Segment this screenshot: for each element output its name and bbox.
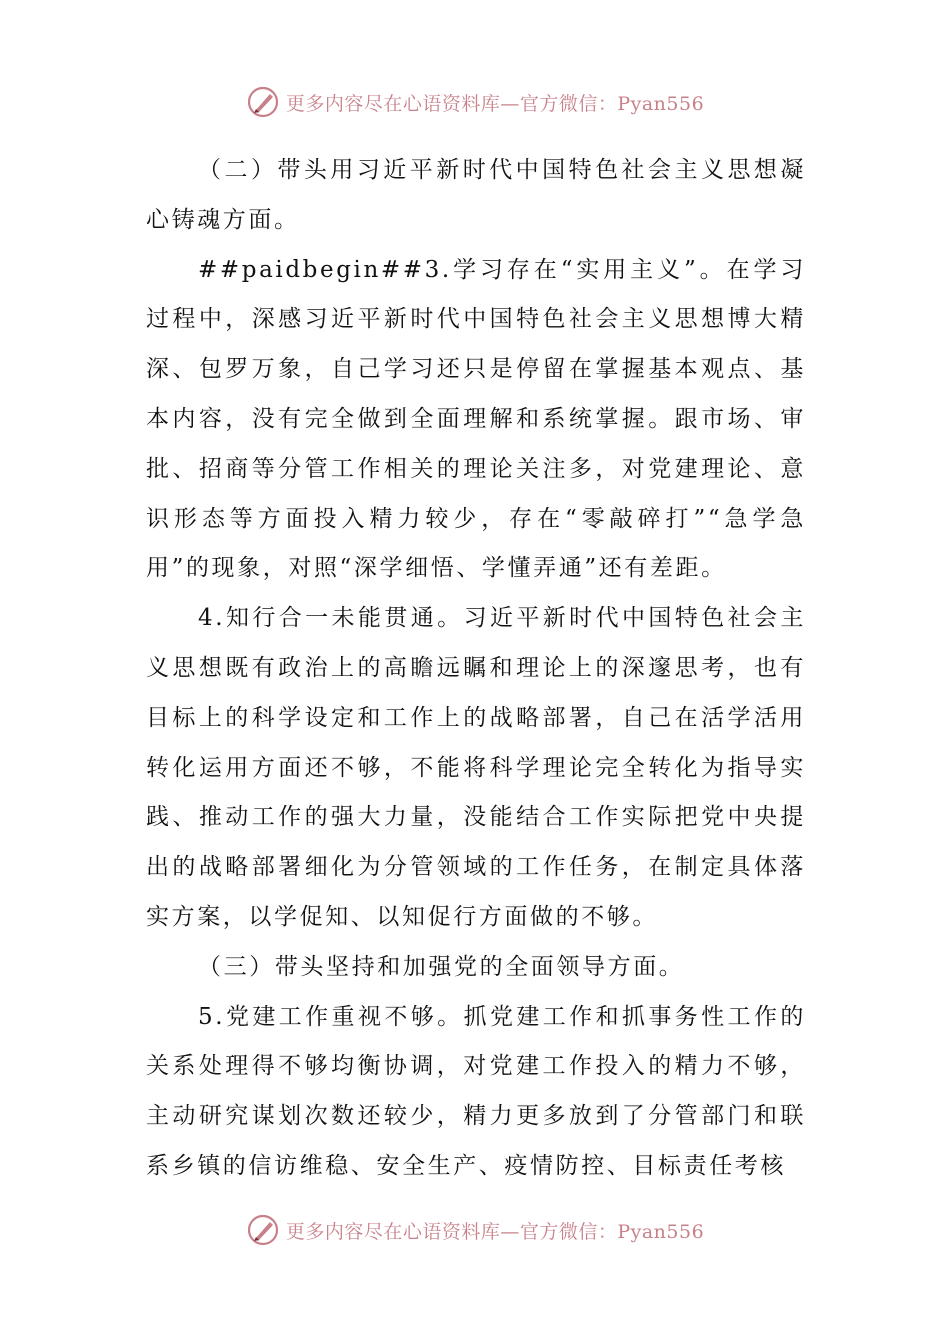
watermark-text: 更多内容尽在心语资料库—官方微信：Pyan556 — [285, 92, 705, 115]
watermark-header — [0, 84, 950, 120]
watermark-footer — [0, 1212, 950, 1248]
document-body — [146, 146, 806, 1192]
paragraph-item-5: 5.党建工作重视不够。抓党建工作和抓事务性工作的关系处理得不够均衡协调，对党建工作投入的精力不够，主动研究谋划次数还较少，精力更多放到了分管部门和联系乡镇的信访维稳、安全生产、疫情防控、目标责任考核 — [146, 1003, 806, 1179]
watermark-text: 更多内容尽在心语资料库—官方微信：Pyan556 — [285, 1220, 705, 1243]
paragraph-item-4: 4.知行合一未能贯通。习近平新时代中国特色社会主义思想既有政治上的高瞻远瞩和理论上的深邃思考，也有目标上的科学设定和工作上的战略部署，自己在活学活用转化运用方面还不够，不能将科学理论完全转化为指导实践、推动工作的强大力量，没能结合工作实际把党中央提出的战略部署细化为分管领域的工作任务，在制定具体落实方案，以学促知、以知促行方面做的不够。 — [146, 605, 806, 930]
pen-circle-logo-icon — [246, 1213, 280, 1247]
pen-circle-logo-icon — [246, 85, 280, 119]
section-heading-3: （三）带头坚持和加强党的全面领导方面。 — [198, 953, 685, 980]
paragraph-item-3: ##paidbegin##3.学习存在“实用主义”。在学习过程中，深感习近平新时代中国特色社会主义思想博大精深、包罗万象，自己学习还只是停留在掌握基本观点、基本内容，没有完全做到全面理解和系统掌握。跟市场、审批、招商等分管工作相关的理论关注多，对党建理论、意识形态等方面投入精力较少，存在“零敲碎打”“急学急用”的现象，对照“深学细悟、学懂弄通”还有差距。 — [146, 256, 806, 582]
section-heading-2: （二）带头用习近平新时代中国特色社会主义思想凝心铸魂方面。 — [146, 157, 806, 233]
